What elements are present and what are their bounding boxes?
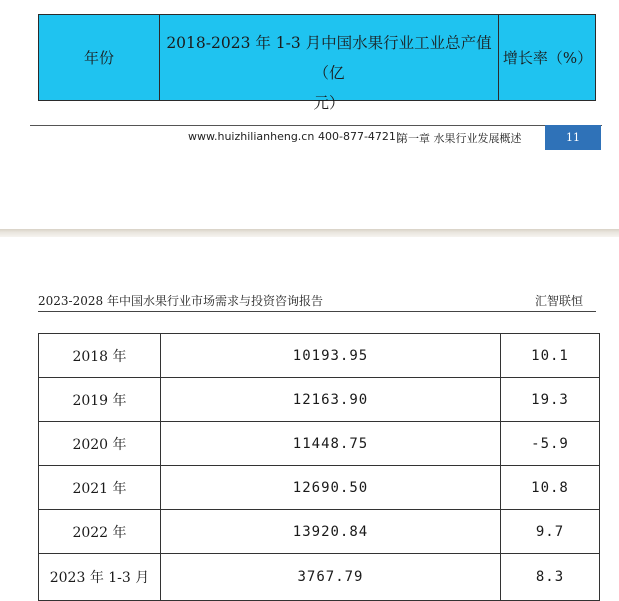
report-title: 2023-2028 年中国水果行业市场需求与投资咨询报告 <box>38 294 323 308</box>
header-output-line1: 2018-2023 年 1-3 月中国水果行业工业总产值（亿 <box>166 34 492 82</box>
growth-cell: 10.8 <box>501 466 600 510</box>
header-divider <box>38 311 596 312</box>
output-cell: 11448.75 <box>161 422 501 466</box>
year-cell: 2018 年 <box>39 334 161 378</box>
table-row <box>39 422 600 466</box>
header-output-line2: 元） <box>313 94 345 112</box>
year-cell: 2020 年 <box>39 422 161 466</box>
header-year <box>39 15 160 100</box>
growth-cell: -5.9 <box>501 422 600 466</box>
growth-cell: 10.1 <box>501 334 600 378</box>
footer-divider <box>30 125 602 126</box>
table-row <box>39 554 600 601</box>
header-output-label <box>160 28 498 118</box>
footer-website: www.huizhilianheng.cn <box>188 130 315 143</box>
output-cell: 3767.79 <box>161 554 501 601</box>
header-output <box>160 15 499 112</box>
footer-chapter: 第一章 水果行业发展概述 <box>397 132 522 145</box>
output-cell: 10193.95 <box>161 334 501 378</box>
footer-page-number: 11 <box>545 125 601 150</box>
report-brand: 汇智联恒 <box>535 294 584 308</box>
output-cell: 12163.90 <box>161 378 501 422</box>
table-row <box>39 510 600 554</box>
footer-phone: 400-877-4721| <box>318 130 400 143</box>
growth-cell: 9.7 <box>501 510 600 554</box>
output-cell: 12690.50 <box>161 466 501 510</box>
header-growth <box>499 15 596 100</box>
page-separator <box>0 229 619 237</box>
table-row <box>39 378 600 422</box>
year-cell: 2021 年 <box>39 466 161 510</box>
table-row <box>39 334 600 378</box>
year-cell: 2023 年 1-3 月 <box>39 554 161 601</box>
output-cell: 13920.84 <box>161 510 501 554</box>
header-growth-label: 增长率（%） <box>502 49 593 67</box>
growth-cell: 19.3 <box>501 378 600 422</box>
header-year-label: 年份 <box>83 49 114 67</box>
year-cell: 2022 年 <box>39 510 161 554</box>
year-cell: 2019 年 <box>39 378 161 422</box>
table-row <box>39 466 600 510</box>
growth-cell: 8.3 <box>501 554 600 601</box>
table-header <box>38 14 596 112</box>
data-table <box>38 333 600 601</box>
